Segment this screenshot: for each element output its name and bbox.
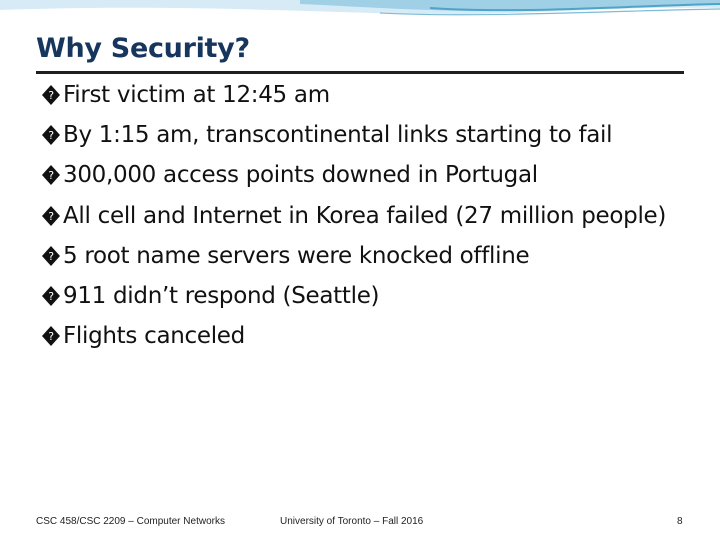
bullet-text: 911 didn’t respond (Seattle) bbox=[63, 282, 380, 309]
svg-text:?: ? bbox=[48, 289, 54, 303]
bullet-item bbox=[42, 122, 666, 162]
page-number: 8 bbox=[677, 516, 683, 527]
missing-glyph-icon bbox=[42, 165, 60, 185]
missing-glyph-icon bbox=[42, 85, 60, 105]
missing-glyph-icon bbox=[42, 125, 60, 145]
svg-text:?: ? bbox=[48, 129, 54, 143]
svg-text:?: ? bbox=[48, 169, 54, 183]
bullet-item bbox=[42, 283, 666, 323]
bullet-item bbox=[42, 203, 666, 243]
svg-text:?: ? bbox=[48, 209, 54, 223]
svg-text:?: ? bbox=[48, 89, 54, 102]
bullet-text: First victim at 12:45 am bbox=[63, 82, 330, 108]
bullet-text: 5 root name servers were knocked offline bbox=[63, 242, 530, 269]
svg-text:?: ? bbox=[48, 249, 54, 263]
missing-glyph-icon bbox=[42, 246, 60, 266]
bullet-item bbox=[42, 82, 666, 122]
missing-glyph-icon bbox=[42, 206, 60, 226]
svg-text:?: ? bbox=[48, 330, 54, 344]
bullet-text: By 1:15 am, transcontinental links starting to fail bbox=[63, 122, 613, 149]
bullet-text: All cell and Internet in Korea failed (27 million people) bbox=[63, 202, 667, 229]
bullet-item bbox=[42, 323, 666, 363]
bullet-list bbox=[42, 82, 666, 363]
title-underline bbox=[36, 71, 684, 74]
footer-course: CSC 458/CSC 2209 – Computer Networks bbox=[36, 516, 225, 527]
slide-title: Why Security? bbox=[36, 33, 250, 64]
bullet-text: 300,000 access points downed in Portugal bbox=[63, 162, 538, 189]
header-wave-decoration bbox=[0, 0, 720, 30]
footer-institution: University of Toronto – Fall 2016 bbox=[280, 516, 424, 527]
bullet-item bbox=[42, 243, 666, 283]
missing-glyph-icon bbox=[42, 326, 60, 346]
missing-glyph-icon bbox=[42, 286, 60, 306]
bullet-text: Flights canceled bbox=[63, 323, 245, 350]
bullet-item bbox=[42, 162, 666, 202]
